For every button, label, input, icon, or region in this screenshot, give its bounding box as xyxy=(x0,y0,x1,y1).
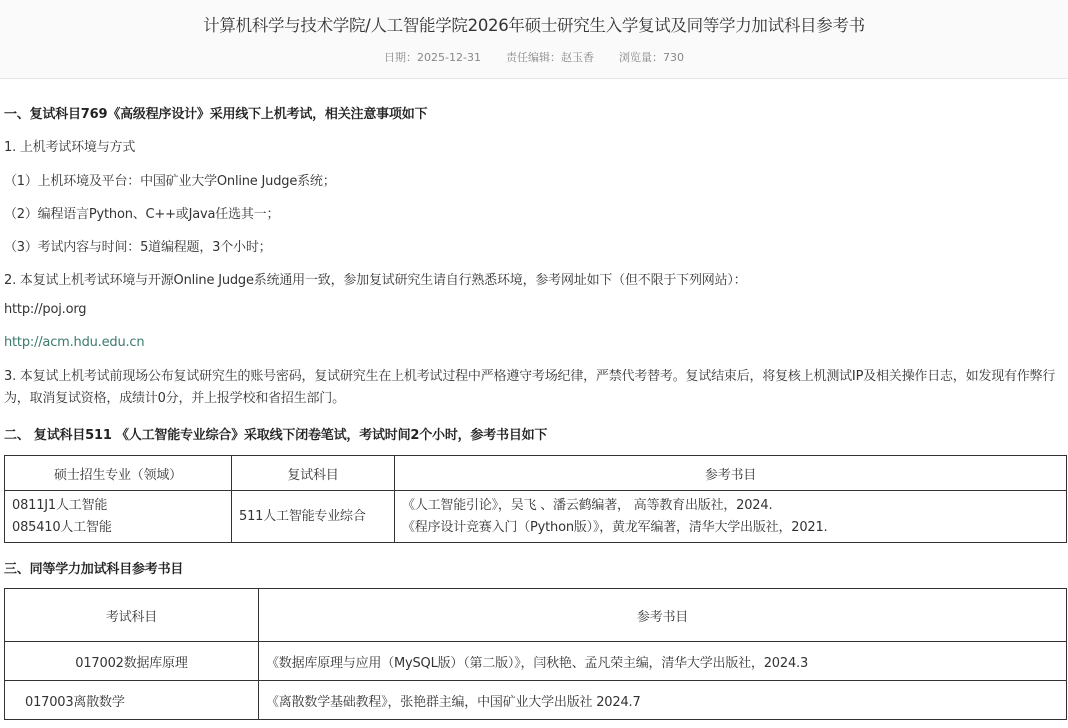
table-header-cell: 参考书目 xyxy=(259,589,1067,642)
date-value: 2025-12-31 xyxy=(417,51,481,64)
link-poj[interactable]: http://poj.org xyxy=(4,302,87,317)
book-cell: 《数据库原理与应用（MySQL版）（第二版）》，闫秋艳、孟凡荣主编，清华大学出版社，2024.3 xyxy=(259,642,1067,681)
table-row xyxy=(5,491,1067,543)
item1-sub1: （1）上机环境及平台：中国矿业大学Online Judge系统； xyxy=(4,174,336,189)
section1-heading: 一、复试科目769《高级程序设计》采用线下上机考试，相关注意事项如下 xyxy=(4,107,428,122)
table-header-row xyxy=(5,456,1067,491)
section2-heading: 二、 复试科目511 《人工智能专业综合》采取线下闭卷笔试，考试时间2个小时，参考书目如下 xyxy=(4,428,548,443)
article-title: 计算机科学与技术学院/人工智能学院2026年硕士研究生入学复试及同等学力加试科目参考书 xyxy=(203,16,865,35)
subject-cell: 017003离散数学 xyxy=(5,681,259,720)
views-label: 浏览量： xyxy=(618,51,663,64)
major-name: 085410人工智能 xyxy=(12,519,112,535)
item3-text: 3. 本复试上机考试前现场公布复试研究生的账号密码，复试研究生在上机考试过程中严格遵守考场纪律，严禁代考替考。复试结束后，将复核上机测试IP及相关操作日志，如发现有作弊行为，取消复试资格，成绩计0分，并上报学校和省招生部门。 xyxy=(4,369,1056,406)
section3-heading: 三、同等学力加试科目参考书目 xyxy=(4,562,184,577)
books-cell xyxy=(395,491,1067,543)
major-name: 0811J1人工智能 xyxy=(12,497,108,513)
editor-value: 赵玉香 xyxy=(560,51,594,64)
book-entry: 《人工智能引论》，吴飞 、潘云鹤编著， 高等教育出版社，2024. xyxy=(402,497,773,513)
table-header-cell: 参考书目 xyxy=(395,456,1067,491)
table-row xyxy=(5,681,1067,720)
table-header-row xyxy=(5,589,1067,642)
item2-text: 2. 本复试上机考试环境与开源Online Judge系统通用一致，参加复试研究生请自行熟悉环境，参考网址如下（但不限于下列网站）： xyxy=(4,273,747,288)
table-section2 xyxy=(4,455,1067,543)
book-cell: 《离散数学基础教程》，张艳群主编，中国矿业大学出版社 2024.7 xyxy=(259,681,1067,720)
table-section3 xyxy=(4,588,1067,720)
table-header-cell: 硕士招生专业（领域） xyxy=(5,456,232,491)
item1-sub2: （2）编程语言Python、C++或Java任选其一； xyxy=(4,207,280,222)
subject-cell: 511人工智能专业综合 xyxy=(232,491,395,543)
subject-cell: 017002数据库原理 xyxy=(5,642,259,681)
article-header xyxy=(0,0,1068,79)
views-value: 730 xyxy=(662,51,684,64)
link-hdu[interactable]: http://acm.hdu.edu.cn xyxy=(4,335,145,350)
article-meta xyxy=(0,49,1068,65)
item1-sub3: （3）考试内容与时间：5道编程题，3个小时； xyxy=(4,240,272,255)
table-row xyxy=(5,642,1067,681)
major-cell xyxy=(5,491,232,543)
book-entry: 《程序设计竞赛入门（Python版）》，黄龙军编著，清华大学出版社，2021. xyxy=(402,519,828,535)
table-header-cell: 复试科目 xyxy=(232,456,395,491)
date-label: 日期： xyxy=(384,51,418,64)
editor-label: 责任编辑： xyxy=(505,51,561,64)
item1-title: 1. 上机考试环境与方式 xyxy=(4,140,136,155)
table-header-cell: 考试科目 xyxy=(5,589,259,642)
